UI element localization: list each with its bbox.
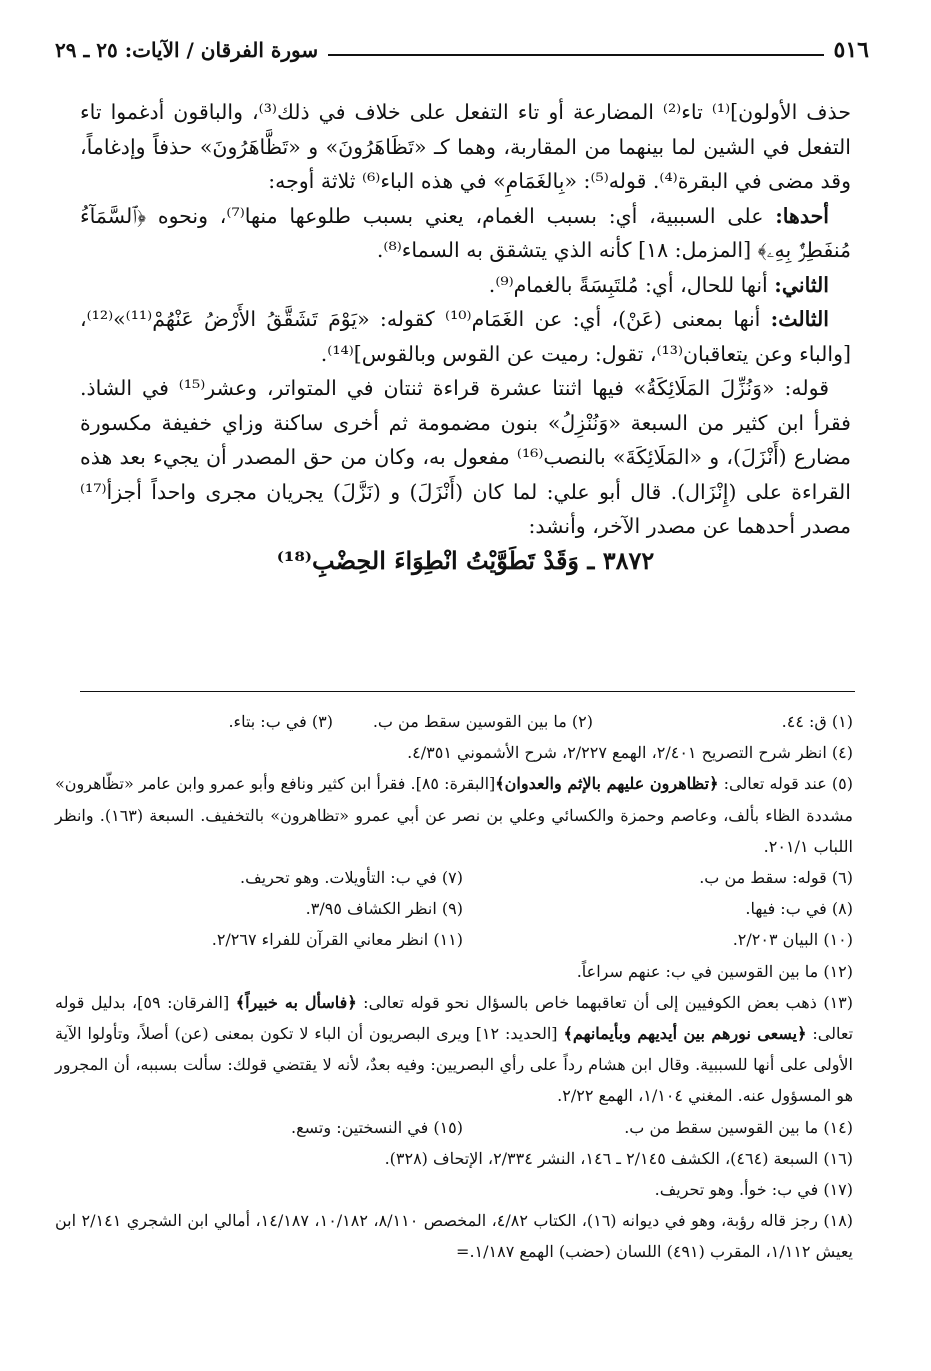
paragraph-1: حذف الأولون]⁽¹⁾ تاء⁽²⁾ المضارعة أو تاء التفعل على خلاف في ذلك⁽³⁾، والباقون أدغموا تاء التفعل في الشين لما بينهما من المقاربة، وهما كـ «تَظَاهَرُونَ» و «تَظَّاهَرُونَ» حذفاً وإدغاماً، وقد مضى في البقرة⁽⁴⁾. قوله⁽⁵⁾: «بِالغَمَامِ» في هذه الباء⁽⁶⁾ ثلاثة أوجه:: [80, 100, 851, 193]
footnote-10: (١٠) البيان ٢/٢٠٣.: [732, 930, 853, 950]
main-text: [80, 95, 851, 578]
page-header: [55, 34, 869, 66]
footnote-3: (٣) في ب: بتاء.: [228, 712, 333, 731]
footnotes: [55, 706, 853, 1268]
header-rule: [328, 54, 823, 56]
paragraph-3-label: الثاني:: [774, 272, 829, 297]
verse-line: ٣٨٧٢ ـ وَقَدْ تَطَوَّيْتُ انْطِوَاءَ الحِضْبِ⁽¹⁸⁾: [276, 545, 655, 575]
footnote-12: (١٢) ما بين القوسين في ب: عنهم سراعاً.: [576, 961, 853, 981]
page-number: ٥١٦: [833, 37, 869, 63]
paragraph-5: قوله: «وَنُزِّلَ المَلَائِكَةُ» فيها اثنتا عشرة قراءة ثنتان في المتواتر، وعشر⁽¹⁵⁾ في الشاذ. فقرأ ابن كثير من السبعة «وَنُنْزِلُ» بنون مضمومة ثم أخرى ساكنة وزاي خفيفة مكسورة مضارع (أَنْزَلَ)، و «المَلَائِكَةَ» بالنصب⁽¹⁶⁾ مفعول به، وكان من حق المصدر أن يجيء بعد هذه القراءة على (إِنْزَال). قال أبو علي: لما كان (أَنْزَلَ) و (نَزَّلَ) يجريان مجرى واحداً أجزأ⁽¹⁷⁾ مصدر أحدهما عن مصدر الآخر، وأنشد:: [80, 376, 851, 538]
paragraph-2: [80, 199, 851, 268]
footnote-17: (١٧) في ب: خوأ. وهو تحريف.: [654, 1180, 853, 1200]
paragraph-3: [80, 268, 851, 303]
footnote-14: (١٤) ما بين القوسين سقط من ب.: [624, 1117, 853, 1137]
footnote-13-text-1: [الفرقان: ٥٩]، بدليل قوله تعالى:: [55, 992, 854, 1044]
footnote-row-1: [55, 706, 853, 737]
footnote-row-14: [55, 1112, 853, 1143]
footnote-13: [55, 987, 853, 1112]
footnote-16: (١٦) السبعة (٤٦٤)، الكشف ٢/١٤٥ ـ ١٤٦، النشر ٢/٣٣٤، الإتحاف (٣٢٨).: [384, 1148, 853, 1168]
footnote-7: (٧) في ب: التأويلات. وهو تحريف.: [240, 868, 463, 888]
footnote-row-10: [55, 924, 853, 955]
footnote-9: (٩) انظر الكشاف ٣/٩٥.: [305, 899, 463, 919]
paragraph-3-text: أنها للحال، أي: مُلتَبِسَةً بالغمام⁽⁹⁾.: [488, 272, 775, 297]
footnote-13-text-2: [الحديد: ١٢] ويرى البصريون أن الباء لا تكون بمعنى (عن) أصلاً، وتأولوا الآية الأولى على أنها للسببية. وقال ابن هشام رداً على رأي البصريين: وفيه بعدٌ، لأنه لا يقتضي قولك: سألت بسببه، أن المجرور هو المسؤول عنه. المغني ١/١٠٤، الهمع ٢/٢٢.: [55, 1024, 853, 1106]
footnote-row-8: [55, 893, 853, 924]
footnote-5: [55, 768, 853, 862]
footnote-18: (١٨) رجز قاله رؤبة، وهو في ديوانه (١٦)، الكتاب ٤/٨٢، المخصص ٨/١١٠، ١٠/١٨٢، ١٤/١٨٧، أمالي ابن الشجري ٢/١٤١ ابن يعيش ١/١١٢، المقرب (٤٩١) اللسان (حضب) الهمع ١/١٨٧.=: [55, 1211, 854, 1262]
footnote-13-quote-1: ﴿فاسأل به خبيراً﴾: [235, 992, 357, 1012]
footnote-4: (٤) انظر شرح التصريح ٢/٤٠١، الهمع ٢/٢٢٧، شرح الأشموني ٤/٣٥١.: [407, 743, 853, 763]
footnote-13-intro: (١٣) ذهب بعض الكوفيين إلى أن تعاقبهما خاص بالسؤال نحو قوله تعالى:: [356, 992, 853, 1012]
footnote-6: (٦) قوله: سقط من ب.: [699, 868, 853, 888]
footnote-8: (٨) في ب: فيها.: [745, 899, 853, 919]
paragraph-4-text: أنها بمعنى (عَنْ)، أي: عن الغَمَام⁽¹⁰⁾ كقوله: «يَوْمَ تَشَقَّقُ الأَرْضُ عَنْهُمْ⁽¹¹⁾»⁽¹²⁾، [والباء وعن يتعاقبان⁽¹³⁾، تقول: رميت عن القوس وبالقوس]⁽¹⁴⁾.: [80, 307, 851, 366]
footnote-1: (١) ق: ٤٤.: [781, 712, 853, 731]
footnote-row-6: [55, 862, 853, 893]
paragraph-4: [80, 302, 851, 371]
footnote-separator: [80, 691, 855, 692]
paragraph-4-label: الثالث:: [770, 307, 829, 331]
footnote-15: (١٥) في النسختين: وتسع.: [291, 1117, 463, 1137]
paragraph-2-label: أحدها:: [775, 203, 829, 228]
footnote-2: (٢) ما بين القوسين سقط من ب.: [372, 712, 593, 731]
running-title: سورة الفرقان / الآيات: ٢٥ ـ ٢٩: [55, 38, 319, 62]
footnote-5-intro: (٥) عند قوله تعالى:: [718, 774, 854, 794]
footnote-5-text: [البقرة: ٨٥]. فقرأ ابن كثير ونافع وأبو عمرو وابن عامر «تظّاهرون» مشددة الظاء بألف، وعاصم وحمزة والكسائي وعلي بن نصر عن أبي عمرو «تظاهرون» بالتخفيف. السبعة (١٦٣). وانظر اللباب ٢٠١/١.: [55, 774, 854, 856]
footnote-13-quote-2: ﴿يسعى نورهم بين أيديهم وبأيمانهم﴾: [563, 1024, 807, 1044]
footnote-11: (١١) انظر معاني القرآن للفراء ٢/٢٦٧.: [211, 930, 463, 950]
footnote-5-quote: ﴿تظاهرون عليهم بالإثم والعدوان﴾: [495, 774, 719, 794]
paragraph-2-text: على السببية، أي: بسبب الغمام، يعني بسبب طلوعها منها⁽⁷⁾، ونحوه ﴿ٱلسَّمَآءُ مُنفَطِرٌۢ بِهِۦ﴾ [المزمل: ١٨] كأنه الذي يتشقق به السماء⁽⁸⁾.: [80, 203, 851, 262]
